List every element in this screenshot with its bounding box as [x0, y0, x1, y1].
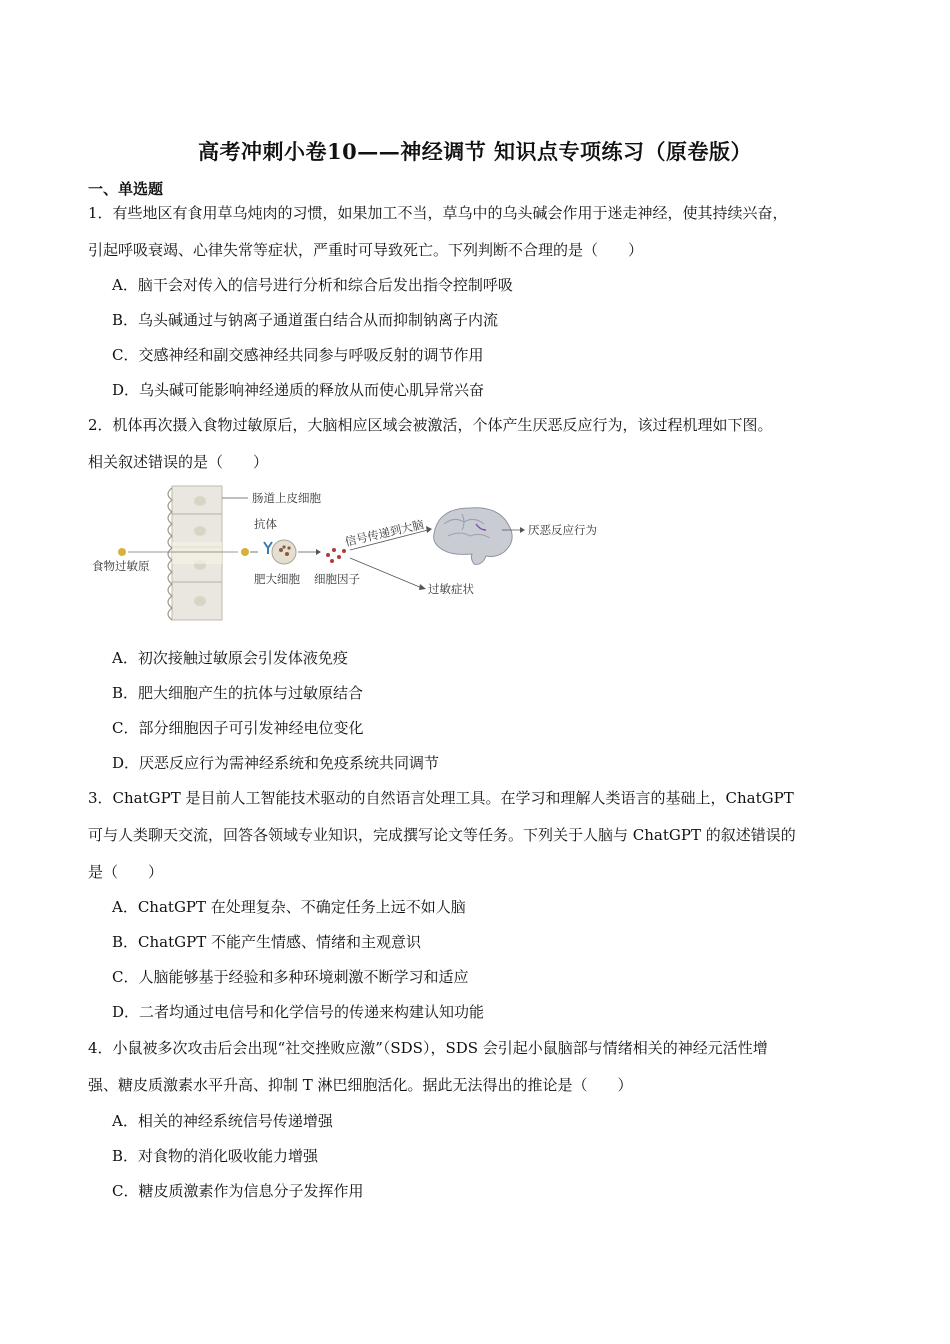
q4-option-c: C．糖皮质激素作为信息分子发挥作用 — [112, 1182, 364, 1200]
cytokine-dots — [326, 548, 346, 563]
label-aversion: 厌恶反应行为 — [528, 523, 597, 537]
q4-option-a: A．相关的神经系统信号传递增强 — [112, 1112, 333, 1130]
q2-stem-line1: 2．机体再次摄入食物过敏原后，大脑相应区域会被激活，个体产生厌恶反应行为，该过程机理如下图。 — [88, 416, 773, 434]
q4-stem-line2: 强、糖皮质激素水平升高、抑制 T 淋巴细胞活化。据此无法得出的推论是（ ） — [88, 1076, 633, 1094]
label-antibody: 抗体 — [254, 517, 277, 531]
intestinal-epithelium — [168, 486, 222, 620]
q2-option-c: C．部分细胞因子可引发神经电位变化 — [112, 719, 364, 737]
q3-option-c: C．人脑能够基于经验和多种环境刺激不断学习和适应 — [112, 968, 469, 986]
label-signal-to-brain: 信号传递到大脑 — [343, 517, 426, 549]
allergy-mechanism-diagram — [88, 484, 608, 624]
q2-option-d: D．厌恶反应行为需神经系统和免疫系统共同调节 — [112, 754, 440, 772]
q2-stem-line2: 相关叙述错误的是（ ） — [88, 453, 269, 471]
q1-stem-line2: 引起呼吸衰竭、心律失常等症状，严重时可导致死亡。下列判断不合理的是（ ） — [88, 241, 644, 259]
q3-stem-line1: 3．ChatGPT 是目前人工智能技术驱动的自然语言处理工具。在学习和理解人类语言的基础上，ChatGPT — [88, 789, 794, 807]
antibody-shape — [264, 542, 272, 554]
label-allergy-symptom: 过敏症状 — [428, 582, 474, 596]
q2-option-b: B．肥大细胞产生的抗体与过敏原结合 — [112, 684, 364, 702]
q3-stem-line3: 是（ ） — [88, 863, 164, 881]
q1-option-c: C．交感神经和副交感神经共同参与呼吸反射的调节作用 — [112, 346, 484, 364]
q4-option-b: B．对食物的消化吸收能力增强 — [112, 1147, 319, 1165]
mast-cell — [272, 540, 296, 564]
q1-option-d: D．乌头碱可能影响神经递质的释放从而使心肌异常兴奋 — [112, 381, 485, 399]
label-mast-cell: 肥大细胞 — [254, 572, 300, 586]
q3-option-b: B．ChatGPT 不能产生情感、情绪和主观意识 — [112, 933, 421, 951]
section-heading: 一、单选题 — [88, 180, 164, 198]
q1-stem-line1: 1．有些地区有食用草乌炖肉的习惯，如果加工不当，草乌中的乌头碱会作用于迷走神经，使其持续兴奋， — [88, 204, 788, 222]
q2-option-a: A．初次接触过敏原会引发体液免疫 — [112, 649, 348, 667]
label-food-allergen: 食物过敏原 — [92, 559, 150, 573]
q3-stem-line2: 可与人类聊天交流，回答各领域专业知识，完成撰写论文等任务。下列关于人脑与 ChatGPT 的叙述错误的 — [88, 826, 796, 844]
label-intestinal-cell: 肠道上皮细胞 — [252, 491, 321, 505]
allergen-dot — [118, 548, 126, 556]
allergen-dot-2 — [241, 548, 249, 556]
q1-option-b: B．乌头碱通过与钠离子通道蛋白结合从而抑制钠离子内流 — [112, 311, 499, 329]
q3-option-d: D．二者均通过电信号和化学信号的传递来构建认知功能 — [112, 1003, 485, 1021]
brain-image — [434, 508, 513, 565]
label-cytokine: 细胞因子 — [314, 572, 360, 586]
q1-option-a: A．脑干会对传入的信号进行分析和综合后发出指令控制呼吸 — [112, 276, 513, 294]
page-title: 高考冲刺小卷10——神经调节 知识点专项练习（原卷版） — [197, 139, 753, 164]
q4-stem-line1: 4．小鼠被多次攻击后会出现“社交挫败应激”（SDS），SDS 会引起小鼠脑部与情绪相关的神经元活性增 — [88, 1039, 768, 1057]
q3-option-a: A．ChatGPT 在处理复杂、不确定任务上远不如人脑 — [112, 898, 466, 916]
